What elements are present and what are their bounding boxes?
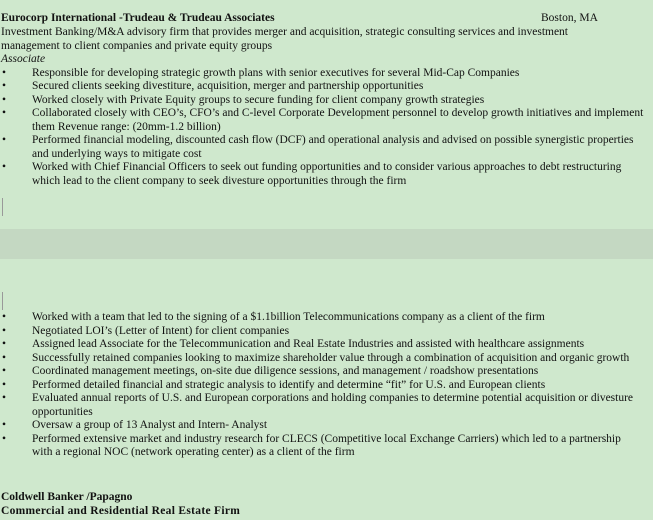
job-header <box>0 12 653 26</box>
list-item: • Responsible for developing strategic growth plans with senior executives for several Mid-Cap Companies <box>0 67 644 81</box>
company-description: Investment Banking/M&A advisory firm that provides merger and acquisition, strategic consulting services and investment management to client companies and private equity groups <box>1 26 569 52</box>
responsibilities-list <box>0 67 653 189</box>
list-item: • Performed extensive market and industry research for CLECS (Competitive local Exchange Carriers) which led to a partnership with a regional NOC (network operating center) as a client of the firm <box>0 433 644 460</box>
document-page-1 <box>0 0 653 229</box>
list-item: • Performed detailed financial and strategic analysis to identify and determine “fit” for U.S. and European clients <box>0 379 644 393</box>
page-corner-mark <box>2 292 9 310</box>
list-item: • Oversaw a group of 13 Analyst and Intern- Analyst <box>0 419 644 433</box>
list-item: • Coordinated management meetings, on-site due diligence sessions, and management / roadshow presentations <box>0 365 644 379</box>
list-item: • Performed financial modeling, discounted cash flow (DCF) and operational analysis and advised on possible synergistic properties and underlying ways to mitigate cost <box>0 134 644 161</box>
company-name: Eurocorp International -Trudeau & Trudeau Associates <box>1 12 275 24</box>
list-item: • Collaborated closely with CEO’s, CFO’s and C-level Corporate Development personnel to develop growth initiatives and implement them Revenue range: (20mm-1.2 billion) <box>0 107 644 134</box>
list-item: • Worked with a team that led to the signing of a $1.1billion Telecommunications company as a client of the firm <box>0 311 644 325</box>
company-name: Coldwell Banker /Papagno <box>1 491 133 503</box>
company-description: Commercial and Residential Real Estate Firm <box>1 505 241 517</box>
document-page-2 <box>0 259 653 520</box>
responsibilities-list-continued <box>0 311 644 460</box>
job-location: Boston, MA <box>541 12 598 24</box>
list-item: • Successfully retained companies looking to maximize shareholder value through a combination of acquisition and organic growth <box>0 352 644 366</box>
list-item: • Evaluated annual reports of U.S. and European corporations and holding companies to determine potential acquisition or divesture opportunities <box>0 392 644 419</box>
page-corner-mark <box>648 292 653 310</box>
list-item: • Worked closely with Private Equity groups to secure funding for client company growth strategies <box>0 94 644 108</box>
list-item: • Secured clients seeking divestiture, acquisition, merger and partnership opportunities <box>0 80 644 94</box>
page-corner-mark <box>2 198 9 216</box>
list-item: • Negotiated LOI’s (Letter of Intent) for client companies <box>0 325 644 339</box>
job-role: Associate <box>1 53 46 65</box>
page-break <box>0 229 653 259</box>
list-item: • Worked with Chief Financial Officers to seek out funding opportunities and to consider various approaches to debt restructuring which lead to the client company to seek divesture opportunities through the firm <box>0 161 644 188</box>
list-item: • Assigned lead Associate for the Telecommunication and Real Estate Industries and assisted with healthcare assignments <box>0 338 644 352</box>
page-corner-mark <box>648 198 653 216</box>
job2-section <box>1 490 240 518</box>
